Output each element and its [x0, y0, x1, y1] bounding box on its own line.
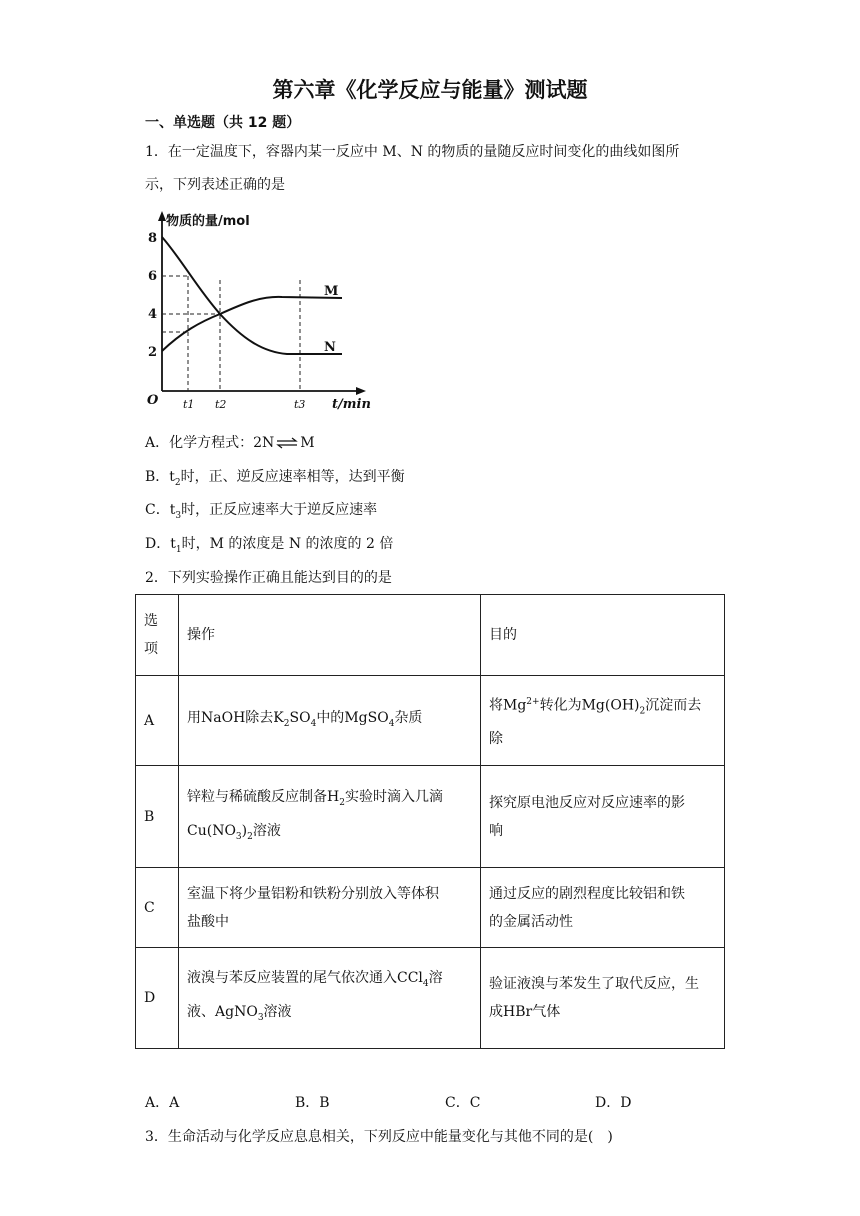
- q2-stem: 2．下列实验操作正确且能达到目的的是: [145, 570, 392, 586]
- table-row-c: [136, 868, 725, 948]
- q1-option-a: A．化学方程式：2N M: [145, 435, 315, 451]
- section-heading: 一、单选题（共 12 题）: [145, 115, 301, 131]
- q2-answer-a: A．A: [145, 1095, 180, 1111]
- x-axis-arrow: [356, 387, 366, 395]
- table-row-a: [136, 676, 725, 766]
- y-tick-4: 4: [148, 307, 158, 322]
- x-tick-t3: t3: [294, 398, 306, 411]
- q1-graph: [142, 208, 382, 418]
- equilibrium-arrow-icon: [276, 437, 298, 449]
- header-operation: 操作: [179, 595, 481, 676]
- row-b-label: B: [136, 766, 179, 868]
- row-d-purpose: 验证液溴与苯发生了取代反应，生 成HBr气体: [481, 948, 725, 1049]
- y-tick-8: 8: [148, 231, 158, 246]
- curve-n-label: N: [324, 340, 336, 355]
- row-a-label: A: [136, 676, 179, 766]
- header-purpose: 目的: [481, 595, 725, 676]
- q1-stem-line1: 1．在一定温度下，容器内某一反应中 M、N 的物质的量随反应时间变化的曲线如图所: [145, 144, 680, 160]
- x-axis-label: t/min: [332, 397, 371, 412]
- row-b-purpose: 探究原电池反应对反应速率的影 响: [481, 766, 725, 868]
- page-title: 第六章《化学反应与能量》测试题: [272, 78, 588, 102]
- header-option: 选 项: [136, 595, 179, 676]
- q1-stem-line2: 示，下列表述正确的是: [145, 177, 285, 193]
- y-axis-label: 物质的量/mol: [166, 214, 250, 229]
- curve-m-label: M: [324, 284, 339, 299]
- row-b-operation: 锌粒与稀硫酸反应制备$H_2$实验时滴入几滴 $Cu(NO_3)_2$溶液: [179, 766, 481, 868]
- q2-answer-d: D．D: [595, 1095, 632, 1111]
- row-d-operation: 液溴与苯反应装置的尾气依次通入CCl$_4$溶 液、AgNO$_3$溶液: [179, 948, 481, 1049]
- row-d-label: D: [136, 948, 179, 1049]
- x-tick-t2: t2: [215, 398, 227, 411]
- q2-answer-b: B．B: [295, 1095, 330, 1111]
- x-tick-t1: t1: [183, 398, 195, 411]
- q2-answer-c: C．C: [445, 1095, 481, 1111]
- y-tick-6: 6: [148, 269, 158, 284]
- row-a-operation: 用NaOH除去$K_2SO_4$中的MgSO$_4$杂质: [179, 676, 481, 766]
- q1-option-b: B．$t_2$时，正、逆反应速率相等，达到平衡: [145, 469, 405, 488]
- table-row-b: [136, 766, 725, 868]
- row-c-label: C: [136, 868, 179, 948]
- y-tick-2: 2: [148, 345, 158, 360]
- q2-table: [135, 594, 725, 1049]
- curve-n: [162, 237, 342, 354]
- row-a-purpose: 将$Mg^{2+}$转化为$Mg(OH)_2$沉淀而去 除: [481, 676, 725, 766]
- y-axis-arrow: [158, 211, 166, 221]
- table-header-row: [136, 595, 725, 676]
- row-c-purpose: 通过反应的剧烈程度比较铝和铁 的金属活动性: [481, 868, 725, 948]
- row-c-operation: 室温下将少量铝粉和铁粉分别放入等体积 盐酸中: [179, 868, 481, 948]
- q3-stem: 3．生命活动与化学反应息息相关，下列反应中能量变化与其他不同的是( ): [145, 1129, 613, 1145]
- origin-label: O: [147, 393, 159, 408]
- table-row-d: [136, 948, 725, 1049]
- q1-option-d: D．$t_1$时，M 的浓度是 N 的浓度的 2 倍: [145, 536, 394, 555]
- q1-option-c: C．$t_3$时，正反应速率大于逆反应速率: [145, 502, 378, 521]
